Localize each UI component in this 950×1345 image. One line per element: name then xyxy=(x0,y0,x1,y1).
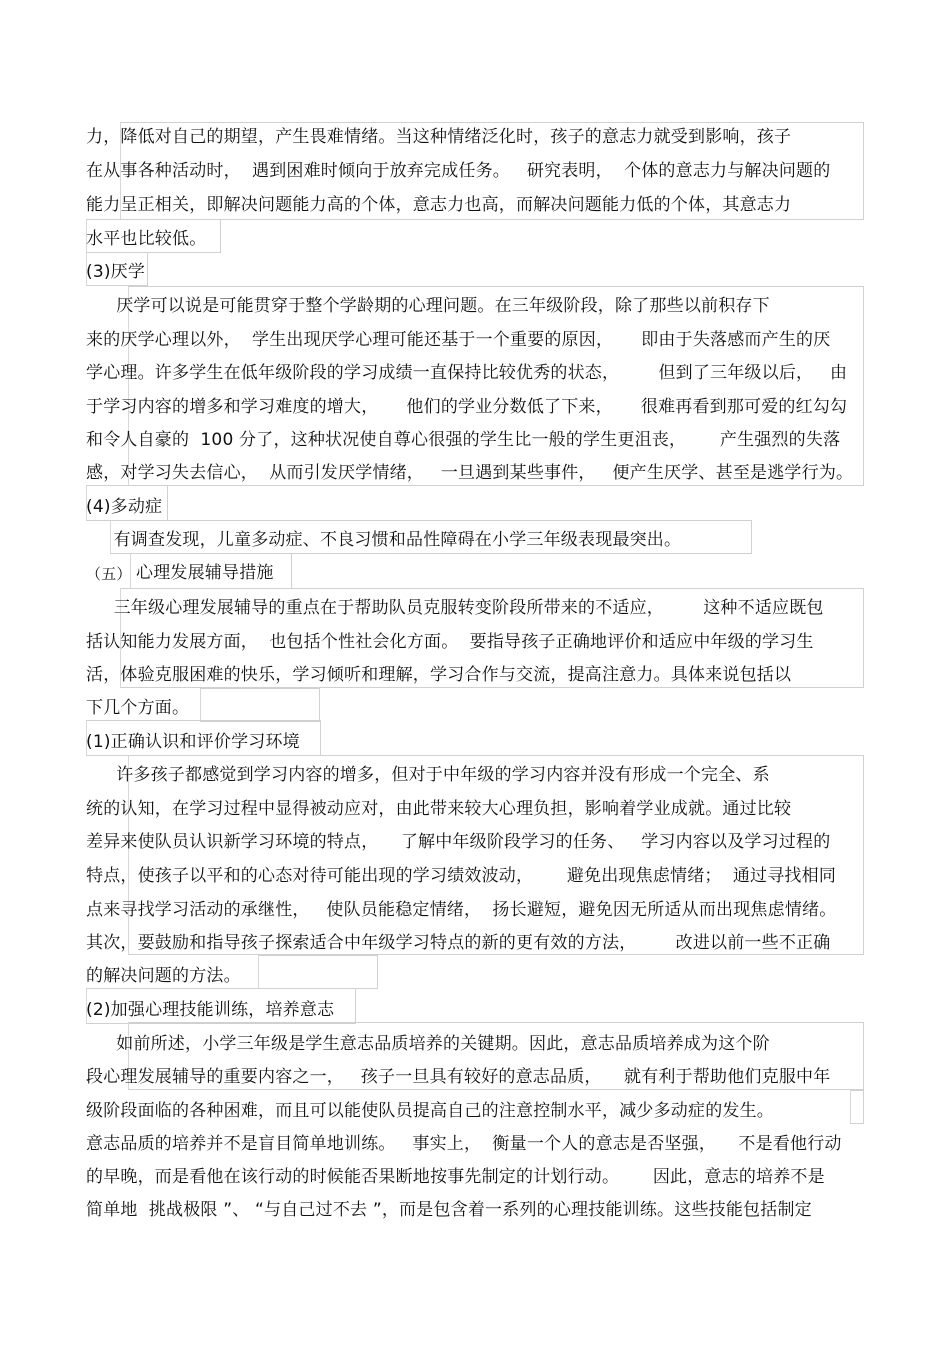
heading-2: (2)加强心理技能训练，培养意志 xyxy=(86,1000,335,1020)
frame-box xyxy=(258,955,378,989)
text-line: 简单地 挑战极限 ”、 “与自己过不去 ”，而是包含着一系列的心理技能训练。这些技能包括制定 xyxy=(86,1200,812,1220)
text-line: 水平也比较低。 xyxy=(86,229,207,249)
text-line: 和令人自豪的 100 分了，这种状况使自尊心很强的学生比一般的学生更沮丧， 产生强烈的失落 xyxy=(86,430,841,450)
text-line: 有调查发现，儿童多动症、不良习惯和品性障碍在小学三年级表现最突出。 xyxy=(108,530,682,550)
text-line: 级阶段面临的各种困难，而且可以能使队员提高自己的注意控制水平，减少多动症的发生。 xyxy=(86,1101,774,1121)
text-line: 意志品质的培养并不是盲目简单地训练。 事实上， 衡量一个人的意志是否坚强， 不是看他行动 xyxy=(86,1134,842,1154)
text-line: 来的厌学心理以外， 学生出现厌学心理可能还基于一个重要的原因， 即由于失落感而产生的厌 xyxy=(86,330,831,350)
text-line: 的解决问题的方法。 xyxy=(86,966,241,986)
heading-1: (1)正确认识和评价学习环境 xyxy=(86,732,300,752)
text-line: 统的认知，在学习过程中显得被动应对，由此带来较大心理负担，影响着学业成就。通过比较 xyxy=(86,799,792,819)
frame-box xyxy=(200,688,320,722)
section-number: （五） xyxy=(86,565,132,583)
text-line: 学心理。许多学生在低年级阶段的学习成绩一直保持比较优秀的状态， 但到了三年级以后， 由 xyxy=(86,363,848,383)
text-line: 如前所述，小学三年级是学生意志品质培养的关键期。因此，意志品质培养成为这个阶 xyxy=(105,1034,770,1054)
section-title: 心理发展辅导措施 xyxy=(136,563,274,583)
text-line: 许多孩子都感觉到学习内容的增多，但对于中年级的学习内容并没有形成一个完全、系 xyxy=(105,765,770,785)
text-line: 其次，要鼓励和指导孩子探索适合中年级学习特点的新的更有效的方法， 改进以前一些不正确 xyxy=(86,933,831,953)
text-line: 感，对学习失去信心， 从而引发厌学情绪， 一旦遇到某些事件， 便产生厌学、甚至是逃学行为。 xyxy=(86,463,854,483)
text-line: 的早晚，而是看他在该行动的时候能否果断地按事先制定的计划行动。 因此，意志的培养不是 xyxy=(86,1167,825,1187)
text-line: 于学习内容的增多和学习难度的增大， 他们的学业分数低了下来， 很难再看到那可爱的红勾勾 xyxy=(86,397,848,417)
text-line: 差异来使队员认识新学习环境的特点， 了解中年级阶段学习的任务、 学习内容以及学习过程的 xyxy=(86,832,831,852)
frame-box xyxy=(850,1090,864,1124)
text-line: 三年级心理发展辅导的重点在于帮助队员克服转变阶段所带来的不适应， 这种不适应既包 xyxy=(108,598,824,618)
text-line: 段心理发展辅导的重要内容之一， 孩子一旦具有较好的意志品质， 就有利于帮助他们克服中年 xyxy=(86,1067,831,1087)
text-line: 活，体验克服困难的快乐，学习倾听和理解，学习合作与交流，提高注意力。具体来说包括以 xyxy=(86,665,792,685)
text-line: 下几个方面。 xyxy=(86,698,190,718)
text-line: 特点，使孩子以平和的心态对待可能出现的学习绩效波动， 避免出现焦虑情绪； 通过寻找相同 xyxy=(86,866,837,886)
text-line: 厌学可以说是可能贯穿于整个学龄期的心理问题。在三年级阶段，除了那些以前积存下 xyxy=(105,296,770,316)
text-line: 括认知能力发展方面， 也包括个性社会化方面。 要指导孩子正确地评价和适应中年级的学习生 xyxy=(86,632,814,652)
heading-4: (4)多动症 xyxy=(86,497,163,517)
text-line: 能力呈正相关，即解决问题能力高的个体，意志力也高，而解决问题能力低的个体，其意志力 xyxy=(86,195,792,215)
heading-3: (3)厌学 xyxy=(86,262,146,282)
text-line: 在从事各种活动时， 遇到困难时倾向于放弃完成任务。 研究表明， 个体的意志力与解决问题的 xyxy=(86,161,831,181)
text-line: 点来寻找学习活动的承继性， 使队员能稳定情绪， 扬长避短，避免因无所适从而出现焦虑情绪。 xyxy=(86,900,837,920)
text-line: 力，降低对自己的期望，产生畏难情绪。当这种情绪泛化时，孩子的意志力就受到影响，孩子 xyxy=(86,127,792,147)
